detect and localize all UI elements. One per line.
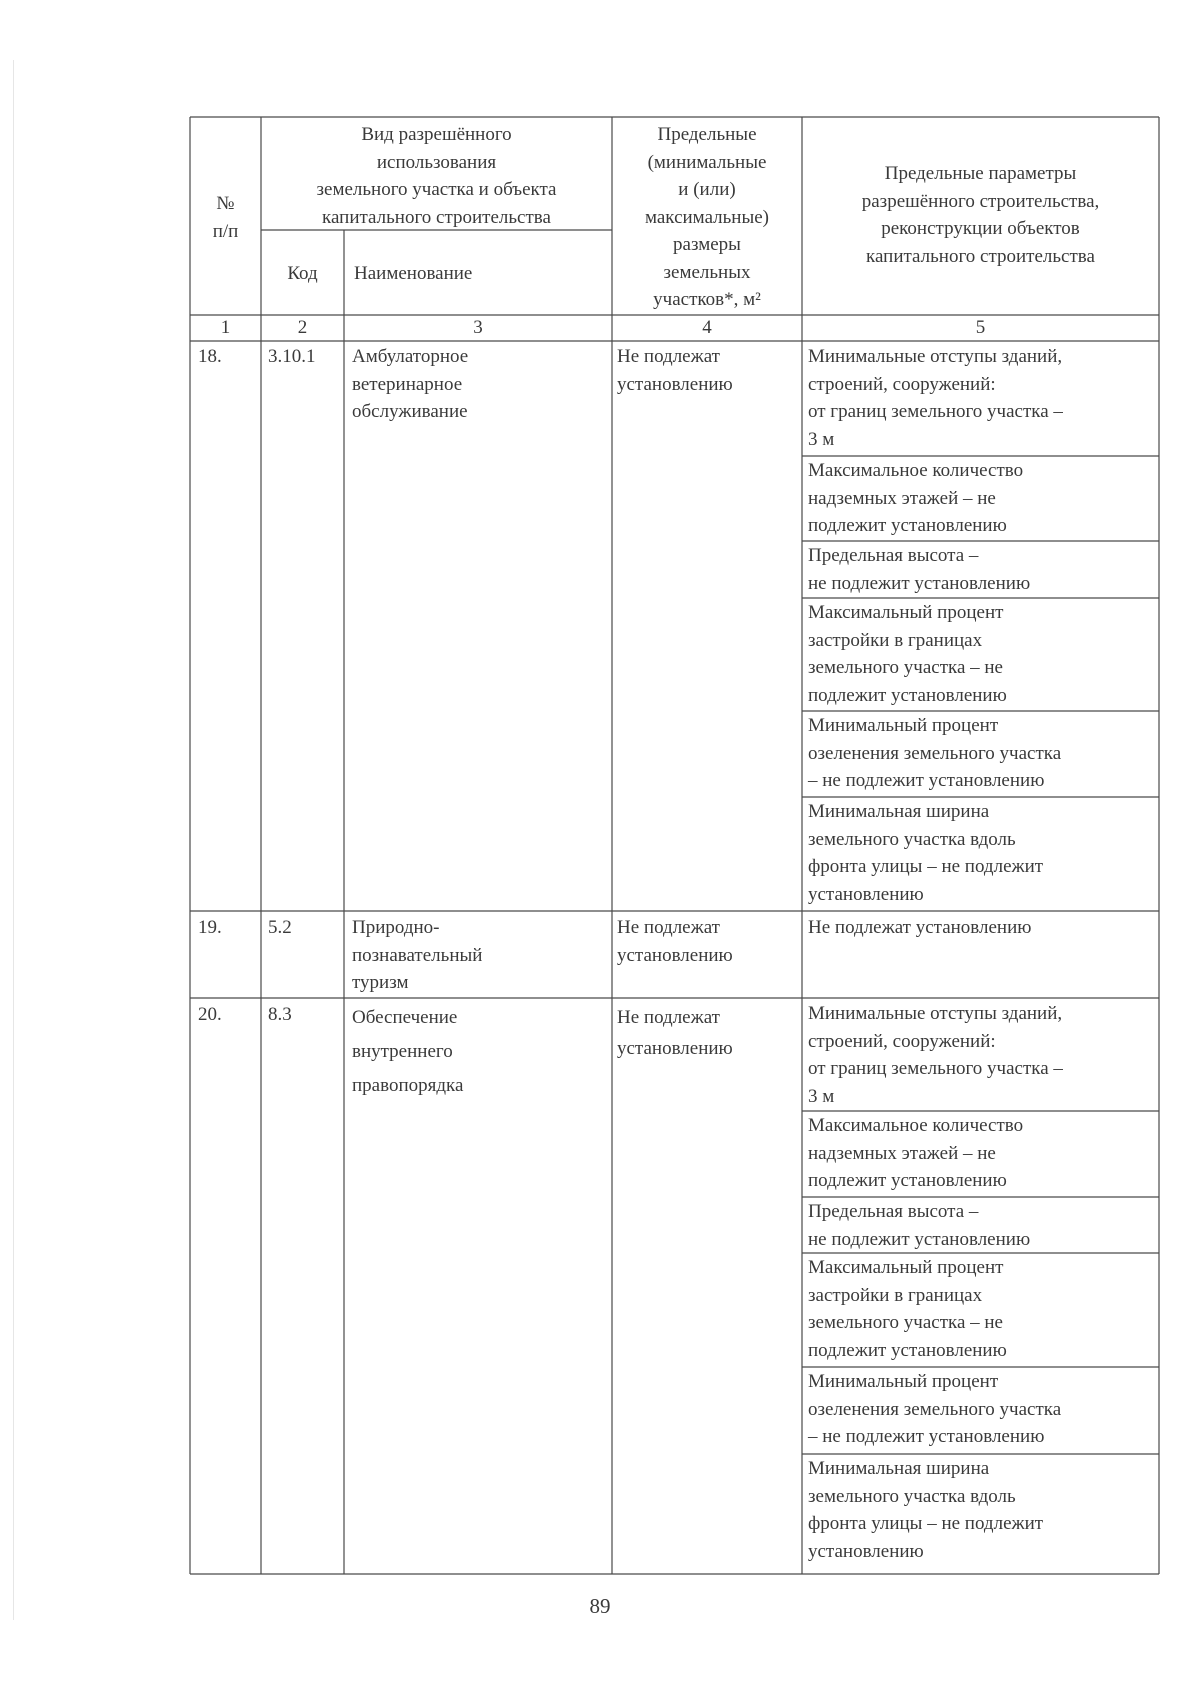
- param-line: строений, сооружений:: [808, 1030, 996, 1052]
- row-name-line: Природно-: [352, 917, 440, 938]
- param-cell: [808, 1368, 1061, 1451]
- header-naim: Наименование: [354, 263, 473, 284]
- row-size-line: Не подлежат: [617, 346, 720, 367]
- header-razmery-line: земельных: [663, 261, 751, 283]
- row-size: [617, 1001, 733, 1063]
- header-vid-line: использования: [376, 151, 497, 173]
- row-name-line: туризм: [352, 972, 409, 993]
- param-line: земельного участка вдоль: [808, 828, 1016, 850]
- row-code: 5.2: [268, 917, 292, 938]
- col-number: 4: [702, 317, 712, 338]
- param-line: Предельная высота –: [808, 1201, 979, 1222]
- row-size-line: установлению: [617, 944, 733, 966]
- param-line: установлению: [808, 1540, 924, 1562]
- param-line: застройки в границах: [808, 629, 983, 651]
- row-size-line: Не подлежат: [617, 917, 720, 938]
- param-line: не подлежит установлению: [808, 1228, 1031, 1250]
- param-line: фронта улицы – не подлежит: [808, 1513, 1044, 1534]
- header-razmery-line: и (или): [678, 179, 736, 200]
- param-cell: [808, 599, 1007, 709]
- param-line: фронта улицы – не подлежит: [808, 856, 1044, 877]
- row-size: [617, 343, 733, 398]
- param-cell: [808, 798, 1043, 908]
- row-number: 20.: [198, 1004, 222, 1025]
- param-line: озеленения земельного участка: [808, 742, 1062, 764]
- param-cell: [808, 1000, 1063, 1110]
- param-line: 3 м: [808, 1085, 835, 1107]
- row-name-line: ветеринарное: [352, 373, 463, 395]
- row-number: 18.: [198, 346, 222, 367]
- row-size: [617, 914, 733, 969]
- param-line: от границ земельного участка –: [808, 1058, 1063, 1079]
- param-line: подлежит установлению: [808, 684, 1007, 706]
- header-num-line: п/п: [212, 220, 239, 242]
- param-line: подлежит установлению: [808, 1339, 1007, 1361]
- row-name-line: Амбулаторное: [352, 346, 469, 367]
- header-param-line: разрешённого строительства,: [861, 190, 1100, 212]
- param-line: Минимальный процент: [808, 715, 999, 736]
- row-name-line: правопорядка: [352, 1075, 464, 1096]
- row-name: [352, 914, 482, 997]
- header-vid: [261, 121, 612, 231]
- param-line: установлению: [808, 883, 924, 905]
- param-cell: [808, 1455, 1043, 1565]
- header-razmery-line: Предельные: [657, 124, 757, 145]
- param-cell: [808, 914, 1031, 942]
- col-number: 1: [220, 317, 231, 338]
- header-num: [190, 190, 261, 245]
- header-razmery-line: максимальные): [644, 206, 770, 228]
- header-vid-line: земельного участка и объекта: [316, 179, 557, 200]
- header-vid-line: Вид разрешённого: [361, 124, 512, 145]
- header-razmery-line: участков*, м²: [653, 289, 761, 310]
- param-line: – не подлежит установлению: [808, 1426, 1045, 1447]
- param-line: надземных этажей – не: [808, 487, 996, 509]
- row-name-line: Обеспечение: [352, 1007, 458, 1028]
- header-param-line: Предельные параметры: [884, 163, 1077, 184]
- param-line: не подлежит установлению: [808, 572, 1031, 594]
- row-code: 3.10.1: [268, 346, 316, 367]
- param-line: Минимальная ширина: [808, 801, 990, 822]
- param-line: – не подлежит установлению: [808, 770, 1045, 791]
- row-size-line: Не подлежат: [617, 1007, 720, 1028]
- col-number: 5: [975, 317, 986, 338]
- header-vid-line: капитального строительства: [322, 206, 551, 228]
- param-line: Не подлежат установлению: [808, 917, 1032, 938]
- row-size-line: установлению: [617, 1038, 733, 1059]
- param-cell: [808, 1112, 1023, 1195]
- param-line: 3 м: [808, 428, 835, 450]
- header-razmery: [612, 121, 802, 314]
- row-number: 19.: [198, 917, 222, 938]
- param-line: Максимальный процент: [808, 1257, 1004, 1278]
- param-line: земельного участка – не: [808, 1312, 1003, 1333]
- param-line: земельного участка – не: [808, 657, 1003, 678]
- param-cell: [808, 712, 1061, 795]
- param-line: подлежит установлению: [808, 1170, 1007, 1191]
- row-name: [352, 343, 468, 426]
- header-num-line: №: [216, 193, 235, 214]
- param-line: Минимальный процент: [808, 1371, 999, 1392]
- param-cell: [808, 542, 1030, 597]
- param-line: озеленения земельного участка: [808, 1398, 1062, 1420]
- param-line: Минимальные отступы зданий,: [808, 346, 1063, 367]
- header-kod: Код: [287, 263, 318, 284]
- param-line: Максимальное количество: [808, 1115, 1024, 1136]
- row-name-line: внутреннего: [352, 1041, 453, 1062]
- row-code: 8.3: [268, 1004, 292, 1025]
- param-line: Минимальные отступы зданий,: [808, 1003, 1063, 1024]
- param-line: Максимальный процент: [808, 602, 1004, 623]
- param-line: земельного участка вдоль: [808, 1485, 1016, 1507]
- param-cell: [808, 343, 1063, 453]
- param-line: застройки в границах: [808, 1284, 983, 1306]
- param-line: надземных этажей – не: [808, 1142, 996, 1164]
- param-cell: [808, 457, 1023, 540]
- header-param: [802, 160, 1159, 270]
- page-number: 89: [589, 1594, 611, 1618]
- param-line: Минимальная ширина: [808, 1458, 990, 1479]
- header-razmery-line: размеры: [673, 234, 741, 255]
- param-line: строений, сооружений:: [808, 373, 996, 395]
- param-cell: [808, 1198, 1030, 1253]
- header-razmery-line: (минимальные: [647, 151, 767, 173]
- col-number: 3: [473, 317, 483, 338]
- row-name: [352, 1001, 463, 1103]
- row-name-line: познавательный: [352, 944, 483, 966]
- param-line: Предельная высота –: [808, 545, 979, 566]
- row-name-line: обслуживание: [352, 401, 468, 422]
- param-line: подлежит установлению: [808, 515, 1007, 536]
- param-line: Максимальное количество: [808, 460, 1024, 481]
- scan-margin-line: [13, 60, 14, 1620]
- header-param-line: реконструкции объектов: [881, 218, 1080, 239]
- header-param-line: капитального строительства: [866, 245, 1095, 267]
- param-line: от границ земельного участка –: [808, 401, 1063, 422]
- row-size-line: установлению: [617, 373, 733, 395]
- param-cell: [808, 1254, 1007, 1364]
- col-number: 2: [297, 317, 308, 338]
